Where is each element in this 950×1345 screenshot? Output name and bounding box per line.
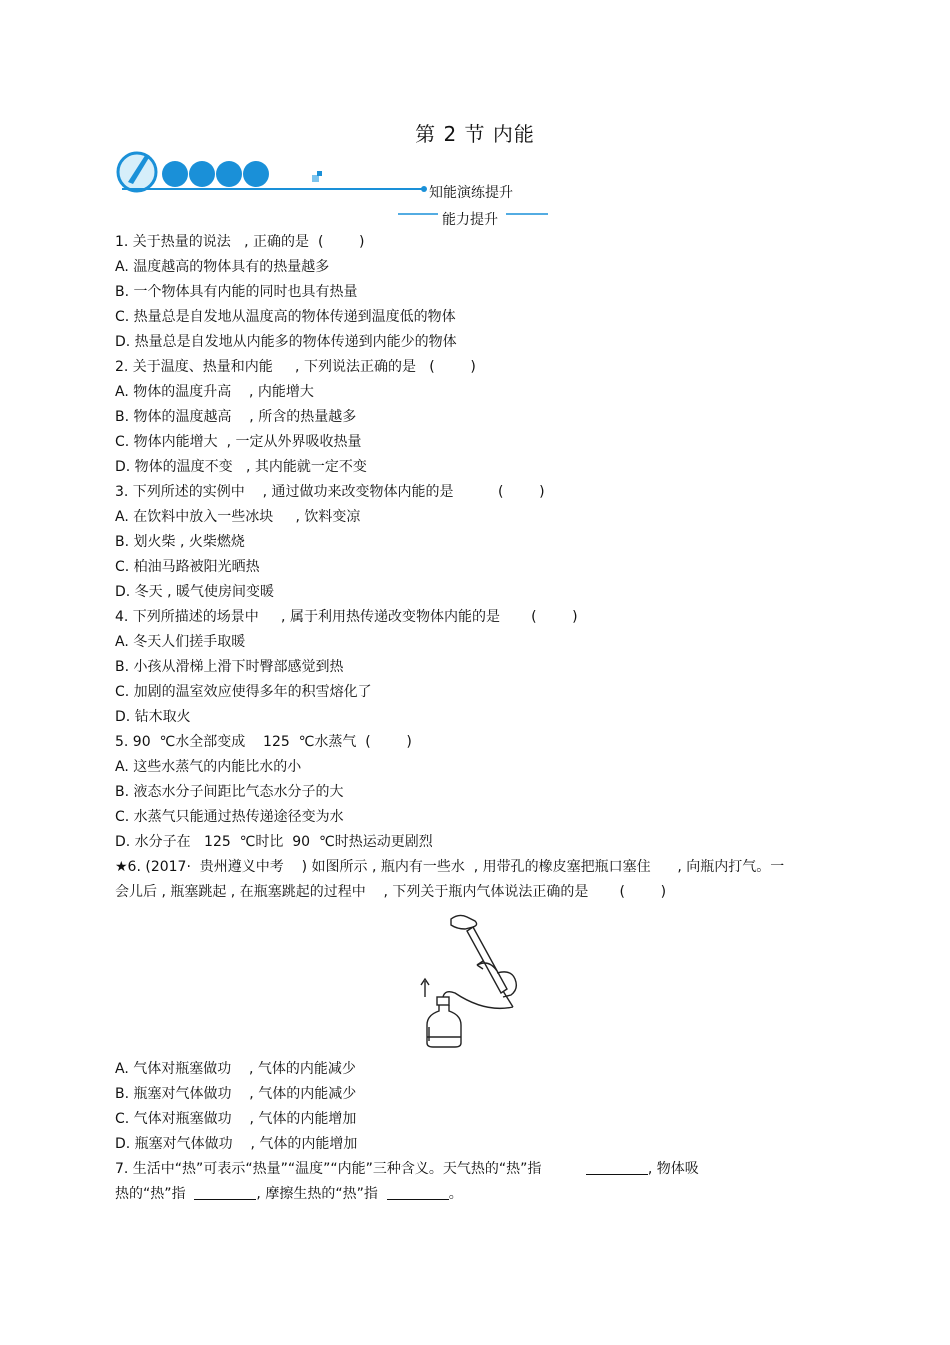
q5-option-b: B. 液态水分子间距比气态水分子的大 — [115, 784, 344, 800]
q3-option-b: B. 划火柴 , 火柴燃烧 — [115, 534, 245, 550]
q2-option-d: D. 物体的温度不变 , 其内能就一定不变 — [115, 459, 367, 475]
q1-stem: 1. 关于热量的说法 , 正确的是 ( ) — [115, 234, 365, 250]
q5-stem: 5. 90 ℃水全部变成 125 ℃水蒸气 ( ) — [115, 734, 412, 750]
q7-blank-3[interactable] — [387, 1183, 449, 1200]
hose — [443, 992, 513, 1009]
banner-line-end — [421, 186, 427, 192]
q1-option-b: B. 一个物体具有内能的同时也具有热量 — [115, 284, 358, 300]
q3-option-c: C. 柏油马路被阳光晒热 — [115, 559, 260, 575]
banner-heading: 知能演练提升 — [429, 185, 513, 201]
banner-square-2 — [317, 171, 322, 176]
q2-option-b: B. 物体的温度越高 , 所含的热量越多 — [115, 409, 357, 425]
stopper — [437, 997, 449, 1005]
q5-option-a: A. 这些水蒸气的内能比水的小 — [115, 759, 302, 775]
q7-text-5: 。 — [448, 1186, 463, 1202]
q4-option-c: C. 加剧的温室效应使得多年的积雪熔化了 — [115, 684, 372, 700]
q7-text-1: 7. 生活中“热”可表示“热量”“温度”“内能”三种含义。天气热的“热”指 — [115, 1161, 542, 1177]
q3-option-a: A. 在饮料中放入一些冰块 , 饮料变凉 — [115, 509, 361, 525]
banner-dot-1 — [162, 161, 188, 187]
q4-option-a: A. 冬天人们搓手取暖 — [115, 634, 246, 650]
q7-text-4: , 摩擦生热的“热”指 — [256, 1186, 378, 1202]
q6-option-c: C. 气体对瓶塞做功 , 气体的内能增加 — [115, 1111, 357, 1127]
q6-option-d: D. 瓶塞对气体做功 , 气体的内能增加 — [115, 1136, 358, 1152]
banner-dot-4 — [243, 161, 269, 187]
pump-cylinder — [467, 927, 507, 993]
banner-subheading: 能力提升 — [442, 212, 498, 228]
q7-blank-1[interactable] — [586, 1158, 648, 1175]
q7-line2 — [115, 1182, 825, 1207]
q4-stem: 4. 下列所描述的场景中 , 属于利用热传递改变物体内能的是 ( ) — [115, 609, 578, 625]
banner-square-1 — [312, 175, 319, 182]
q2-stem: 2. 关于温度、热量和内能 , 下列说法正确的是 ( ) — [115, 359, 476, 375]
q4-option-d: D. 钻木取火 — [115, 709, 191, 725]
bottle — [427, 1005, 461, 1047]
q1-option-d: D. 热量总是自发地从内能多的物体传递到内能少的物体 — [115, 334, 457, 350]
q4-option-b: B. 小孩从滑梯上滑下时臀部感觉到热 — [115, 659, 344, 675]
q7-text-2: , 物体吸 — [647, 1161, 699, 1177]
q7-line1 — [115, 1157, 825, 1182]
q5-option-c: C. 水蒸气只能通过热传递途径变为水 — [115, 809, 344, 825]
question-list — [115, 230, 825, 1207]
q2-option-a: A. 物体的温度升高 , 内能增大 — [115, 384, 314, 400]
q5-option-d: D. 水分子在 125 ℃时比 90 ℃时热运动更剧烈 — [115, 834, 433, 850]
banner-dot-2 — [189, 161, 215, 187]
q1-option-c: C. 热量总是自发地从温度高的物体传递到温度低的物体 — [115, 309, 456, 325]
bottle-pump-figure — [415, 911, 535, 1049]
q1-option-a: A. 温度越高的物体具有的热量越多 — [115, 259, 330, 275]
q7-text-3: 热的“热”指 — [115, 1186, 186, 1202]
q6-option-a: A. 气体对瓶塞做功 , 气体的内能减少 — [115, 1061, 356, 1077]
q3-option-d: D. 冬天 , 暖气使房间变暖 — [115, 584, 275, 600]
q7-blank-2[interactable] — [194, 1183, 256, 1200]
banner-dot-3 — [216, 161, 242, 187]
q6-option-b: B. 瓶塞对气体做功 , 气体的内能减少 — [115, 1086, 357, 1102]
q3-stem: 3. 下列所述的实例中 , 通过做功来改变物体内能的是 ( ) — [115, 484, 545, 500]
q2-option-c: C. 物体内能增大 , 一定从外界吸收热量 — [115, 434, 362, 450]
q6-stem-line1: ★6. (2017· 贵州遵义中考 ) 如图所示 , 瓶内有一些水 , 用带孔的橡皮塞把瓶口塞住 , 向瓶内打气。一 — [115, 859, 785, 875]
q6-stem-line2: 会儿后 , 瓶塞跳起 , 在瓶塞跳起的过程中 , 下列关于瓶内气体说法正确的是 ( ) — [115, 884, 667, 900]
page-title: 第 2 节 内能 — [415, 122, 535, 146]
